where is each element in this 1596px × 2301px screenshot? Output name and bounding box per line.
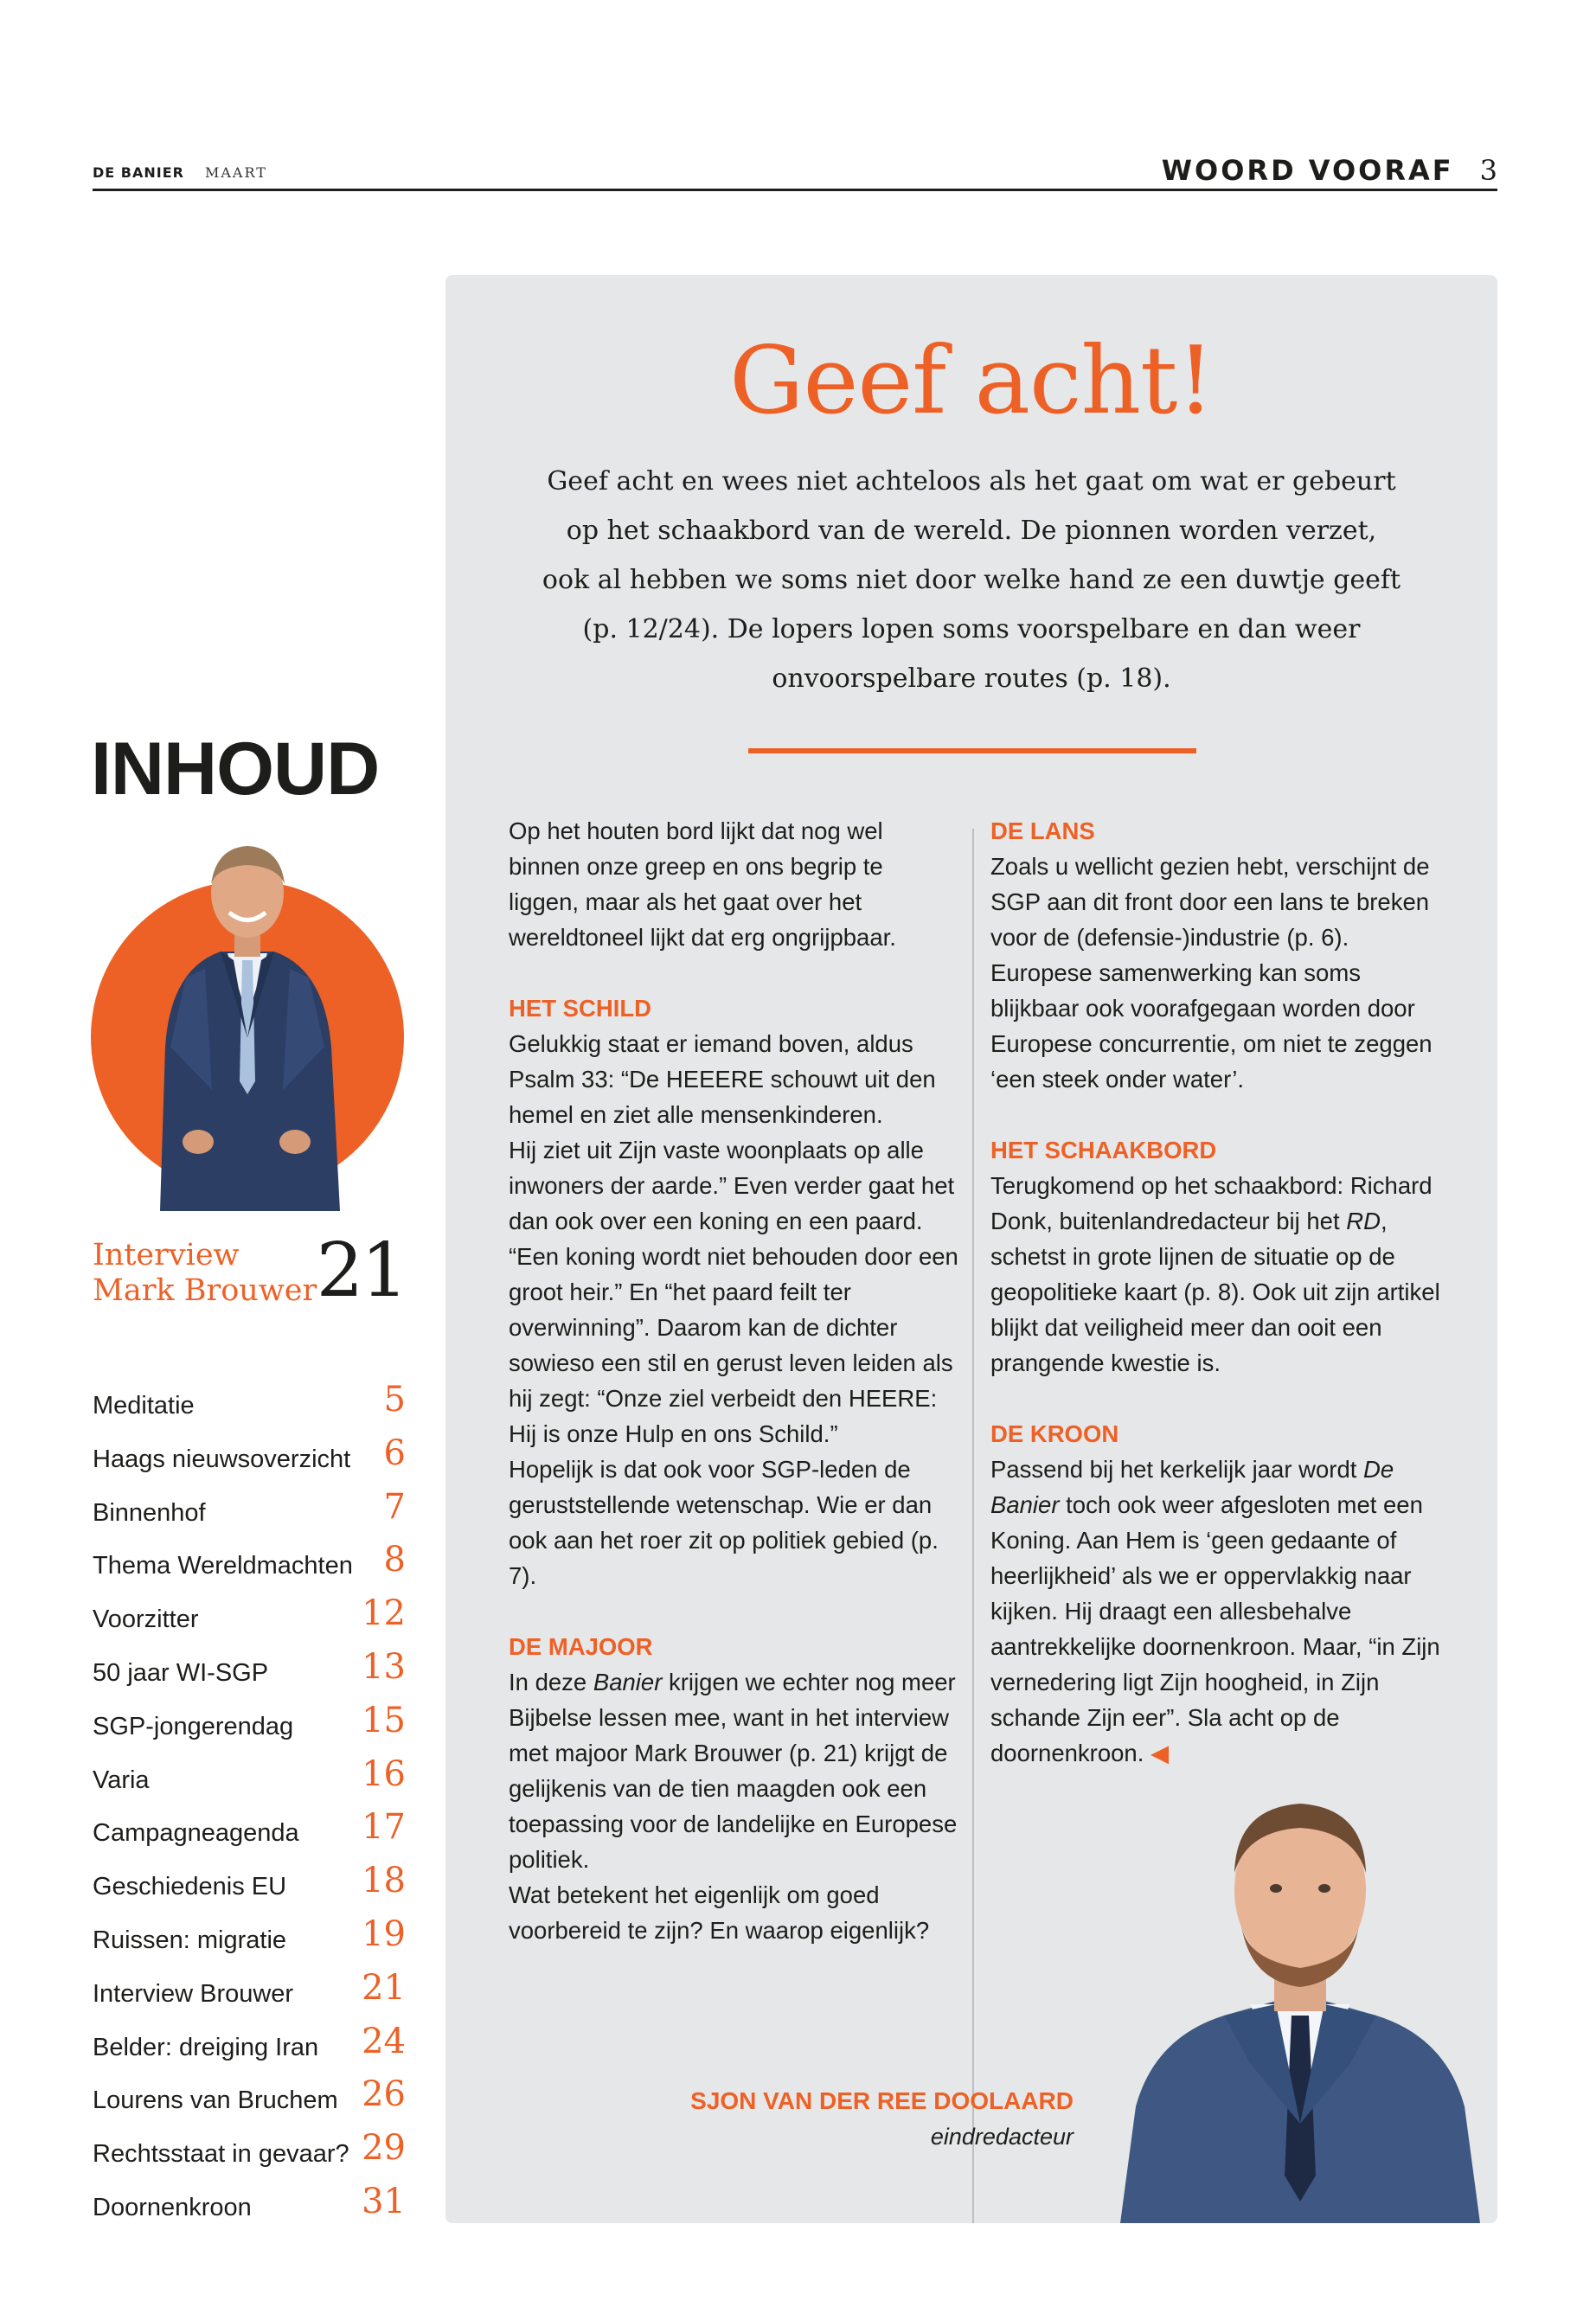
toc-item[interactable] xyxy=(93,1380,406,1433)
toc-item-page: 15 xyxy=(362,1700,406,1740)
toc-item-page: 12 xyxy=(362,1593,406,1634)
author-signature xyxy=(619,2087,1074,2150)
toc-item-page: 24 xyxy=(362,2021,406,2061)
kroon-text-italic: De Banier xyxy=(990,1456,1394,1518)
schild-text-2: Hij ziet uit Zijn vaste woonplaats op alle inwoners der aarde.” Even verder gaat het dan ook over een koning en een paard. “Een koning wordt niet behouden door een groot heir.” En “het paard feilt ter overwinning”. Daarom kan de dichter sowieso een stil en gerust leven leiden als hij zegt: “Onze ziel verbeidt den HEERE: Hij is onze Hulp en ons Schild.” xyxy=(509,1137,958,1447)
toc-item-title: Haags nieuwsoverzicht xyxy=(93,1445,351,1473)
author-role: eindredacteur xyxy=(930,2124,1074,2150)
toc-item[interactable] xyxy=(93,1754,406,1808)
toc-item-title: Binnenhof xyxy=(93,1498,206,1527)
column-right xyxy=(990,813,1440,1806)
toc-item-title: Geschiedenis EU xyxy=(93,1873,287,1901)
schaakbord-text-italic: RD xyxy=(1346,1208,1381,1234)
section-schaakbord xyxy=(990,1132,1440,1381)
toc-item-page: 13 xyxy=(362,1646,406,1687)
article-lead: Geef acht en wees niet achteloos als het gaat om wat er gebeurt op het schaakbord van de wereld. De pionnen worden verzet, ook al hebben we soms niet door welke hand ze een duwtje geeft (p. 12/24). De lopers lopen soms voorspelbare en dan weer onvoorspelbare routes (p. 18). xyxy=(542,466,1401,694)
toc-item-page: 16 xyxy=(362,1753,406,1794)
running-head-left xyxy=(93,164,267,181)
kroon-text-pre: Passend bij het kerkelijk jaar wordt xyxy=(990,1456,1364,1483)
toc-item[interactable] xyxy=(93,2182,406,2235)
toc-item-page: 18 xyxy=(362,1861,406,1901)
page-number: 3 xyxy=(1479,154,1497,187)
toc-item-page: 6 xyxy=(383,1433,406,1473)
toc-item-title: Rechtsstaat in gevaar? xyxy=(93,2140,349,2169)
intro-paragraph: Op het houten bord lijkt dat nog wel binnen onze greep en ons begrip te liggen, maar als het gaat over het wereldtoneel lijkt dat erg ongrijpbaar. xyxy=(509,817,896,951)
subhead-majoor: DE MAJOOR xyxy=(509,1633,653,1660)
featured-interview-page: 21 xyxy=(316,1227,406,1314)
subhead-lans: DE LANS xyxy=(990,817,1095,844)
section-majoor xyxy=(509,1629,958,1948)
schild-text-1: Gelukkig staat er iemand boven, aldus Psalm 33: “De HEEERE schouwt uit den hemel en ziet alle mensenkinderen. xyxy=(509,1030,936,1128)
toc-item-page: 29 xyxy=(362,2128,406,2169)
toc-item[interactable] xyxy=(93,2128,406,2182)
majoor-text-italic: Banier xyxy=(593,1669,663,1695)
subhead-schild: HET SCHILD xyxy=(509,995,651,1022)
toc-item[interactable] xyxy=(93,1593,406,1647)
toc-item-title: Ruissen: migratie xyxy=(93,1926,287,1954)
article-headline: Geef acht! xyxy=(729,327,1214,435)
toc-item-page: 17 xyxy=(362,1807,406,1848)
toc-item[interactable] xyxy=(93,1540,406,1593)
schaakbord-text-pre: Terugkomend op het schaakbord: Richard Donk, buitenlandredacteur bij het xyxy=(990,1172,1433,1234)
schild-text-3: Hopelijk is dat ook voor SGP-leden de geruststellende wetenschap. Wie er dan ook aan het roer zit op politiek gebied (p. 7). xyxy=(509,1456,939,1589)
majoor-text-2: Wat betekent het eigenlijk om goed voorbereid te zijn? En waarop eigenlijk? xyxy=(509,1881,930,1944)
toc-item-title: Doornenkroon xyxy=(93,2193,252,2221)
toc-item[interactable] xyxy=(93,1487,406,1541)
section-lans xyxy=(990,813,1440,1097)
toc-item-page: 31 xyxy=(362,2181,406,2221)
toc-item-title: SGP-jongerendag xyxy=(93,1712,294,1740)
running-head xyxy=(93,154,1497,190)
editorial-panel xyxy=(445,275,1497,2223)
header-rule xyxy=(93,189,1497,191)
toc-item[interactable] xyxy=(93,1647,406,1701)
toc-item-title: Thema Wereldmachten xyxy=(93,1552,353,1580)
subhead-kroon: DE KROON xyxy=(990,1420,1119,1447)
toc-item[interactable] xyxy=(93,2074,406,2128)
section-schild xyxy=(509,990,958,1593)
section-kroon xyxy=(990,1416,1440,1771)
toc-item[interactable] xyxy=(93,1807,406,1861)
toc-item-page: 19 xyxy=(362,1913,406,1954)
toc-item[interactable] xyxy=(93,1433,406,1487)
lans-text: Zoals u wellicht gezien hebt, verschijnt de SGP aan dit front door een lans te breken voor de (defensie-)industrie (p. 6). Europese samenwerking kan soms blijkbaar ook voorafgegaan worden door Europese concurrentie, om niet te zeggen ‘een steek onder water’. xyxy=(990,853,1433,1093)
majoor-text-pre: In deze xyxy=(509,1669,593,1695)
toc-item-page: 5 xyxy=(383,1380,406,1420)
majoor-text-post: krijgen we echter nog meer Bijbelse lessen mee, want in het interview met majoor Mark Brouwer (p. 21) krijgt de gelijkenis van de tien maagden ook een toepassing voor de landelijke en Europese politiek. xyxy=(509,1669,958,1873)
toc-item[interactable] xyxy=(93,1701,406,1754)
schaakbord-text-post: , schetst in grote lijnen de situatie op de geopolitieke kaart (p. 8). Ook uit zijn artikel blijkt dat veiligheid meer dan ooit een prangende kwestie is. xyxy=(990,1208,1440,1376)
running-head-right xyxy=(1162,154,1497,187)
featured-label-line-1: Interview xyxy=(93,1238,240,1272)
toc-item-title: Interview Brouwer xyxy=(93,1979,294,2008)
toc-item-title: Campagneagenda xyxy=(93,1819,299,1848)
headline-divider xyxy=(748,748,1196,753)
section-title: WOORD VOORAF xyxy=(1161,154,1454,187)
subhead-schaakbord: HET SCHAAKBORD xyxy=(990,1137,1217,1163)
featured-interview-label xyxy=(93,1238,317,1309)
toc-item-title: Lourens van Bruchem xyxy=(93,2086,338,2115)
toc-item-page: 21 xyxy=(362,1967,406,2008)
contents-title: INHOUD xyxy=(91,727,380,811)
interviewee-photo xyxy=(91,830,404,1211)
featured-interview[interactable] xyxy=(93,1227,406,1328)
column-left xyxy=(509,813,958,1984)
publication-name: DE BANIER xyxy=(93,164,184,181)
toc-item-page: 26 xyxy=(362,2074,406,2115)
author-photo xyxy=(1120,1778,1480,2223)
toc-item-title: 50 jaar WI-SGP xyxy=(93,1658,269,1687)
kroon-text-post: toch ook weer afgesloten met een Koning. Aan Hem is ‘geen gedaante of heerlijkheid’ als we er oppervlakkig naar kijken. Hij draagt een allesbehalve aantrekkelijke doornenkroon. Maar, “in Zijn vernedering ligt Zijn hoogheid, in Zijn schande Zijn eer”. Sla acht op de doornenkroon. xyxy=(990,1491,1440,1766)
column-divider xyxy=(972,829,974,2223)
end-mark-icon: ◀ xyxy=(1151,1740,1170,1766)
toc-item[interactable] xyxy=(93,2022,406,2075)
interview-portrait xyxy=(91,830,404,1211)
toc-item[interactable] xyxy=(93,1861,406,1914)
issue-month: MAART xyxy=(204,164,267,181)
toc-item-title: Belder: dreiging Iran xyxy=(93,2033,319,2061)
author-name: SJON VAN DER REE DOOLAARD xyxy=(690,2087,1074,2114)
toc-item-page: 7 xyxy=(383,1486,406,1527)
toc-item-page: 8 xyxy=(383,1540,406,1580)
toc-item-title: Meditatie xyxy=(93,1392,195,1420)
toc-item[interactable] xyxy=(93,1914,406,1968)
toc-item[interactable] xyxy=(93,1968,406,2022)
toc-item-title: Varia xyxy=(93,1766,150,1794)
table-of-contents xyxy=(93,1380,406,2235)
featured-label-line-2: Mark Brouwer xyxy=(93,1273,317,1308)
toc-item-title: Voorzitter xyxy=(93,1606,199,1634)
